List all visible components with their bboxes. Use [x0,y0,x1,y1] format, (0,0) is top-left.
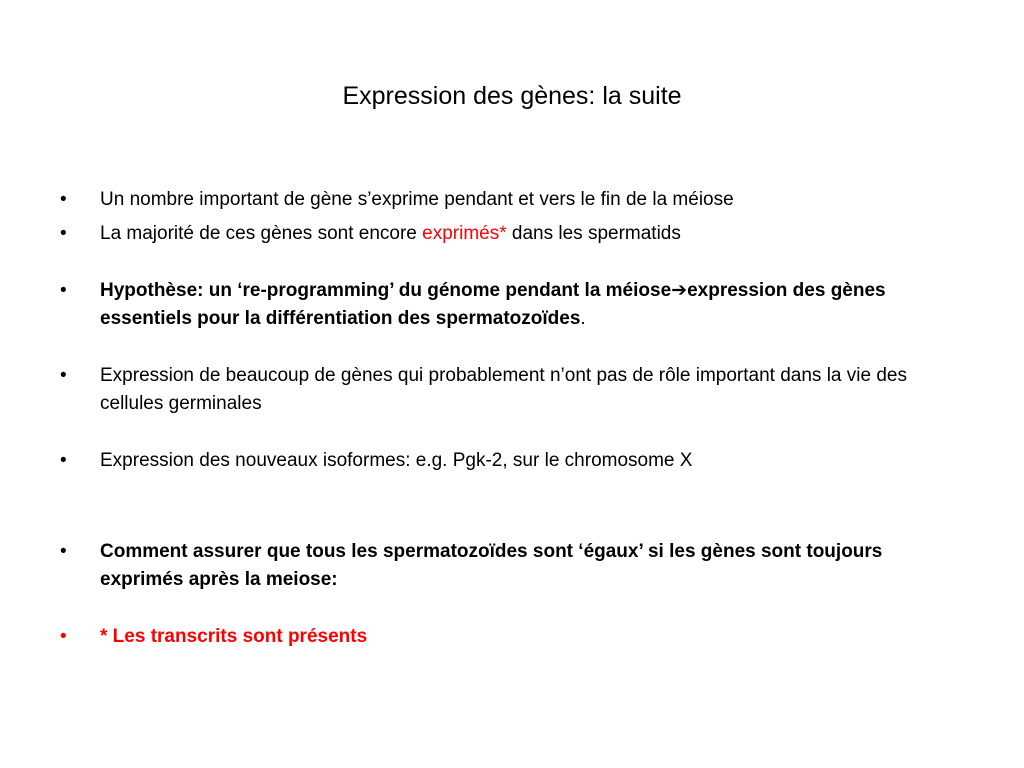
hypothesis-text-before: Hypothèse: un ‘re-programming’ du génome pendant la méiose [100,280,672,301]
bullet-list [60,186,960,651]
bullet-item-1 [60,186,960,214]
bullet-item-answer [60,623,960,651]
bullet-mark: • [60,541,67,562]
bullet-mark: • [60,189,67,210]
bullet-mark: • [60,365,67,386]
bullet-item-5 [60,447,960,475]
bullet-text: Expression des nouveaux isoformes: e.g. Pgk-2, sur le chromosome X [100,450,693,471]
bullet-text-before: La majorité de ces gènes sont encore [100,223,423,244]
bullet-text-after: dans les spermatids [506,223,681,244]
bullet-mark: • [60,450,67,471]
bullet-mark: • [60,280,67,301]
bullet-text: Expression de beaucoup de gènes qui probablement n’ont pas de rôle important dans la vie des cellules germinales [100,365,907,414]
slide-title: Expression des gènes: la suite [342,82,682,110]
right-arrow-icon: ➔ [671,280,688,301]
bullet-item-hypothesis [60,277,960,333]
highlight-expressed: exprimés* [422,223,507,244]
bullet-item-4 [60,362,960,418]
bullet-text: Un nombre important de gène s’exprime pendant et vers le fin de la méiose [100,189,734,210]
bullet-mark: • [60,223,67,244]
answer-text: * Les transcrits sont présents [100,626,368,647]
question-text: Comment assurer que tous les spermatozoïdes sont ‘égaux’ si les gènes sont toujours exprimés après la meiose: [100,541,883,590]
hypothesis-text-after: expression des gènes essentiels pour la différentiation des spermatozoïdes [100,280,886,329]
hypothesis-period: . [580,308,586,329]
bullet-mark: • [60,626,67,647]
bullet-item-2 [60,220,960,248]
bullet-item-question [60,538,960,594]
